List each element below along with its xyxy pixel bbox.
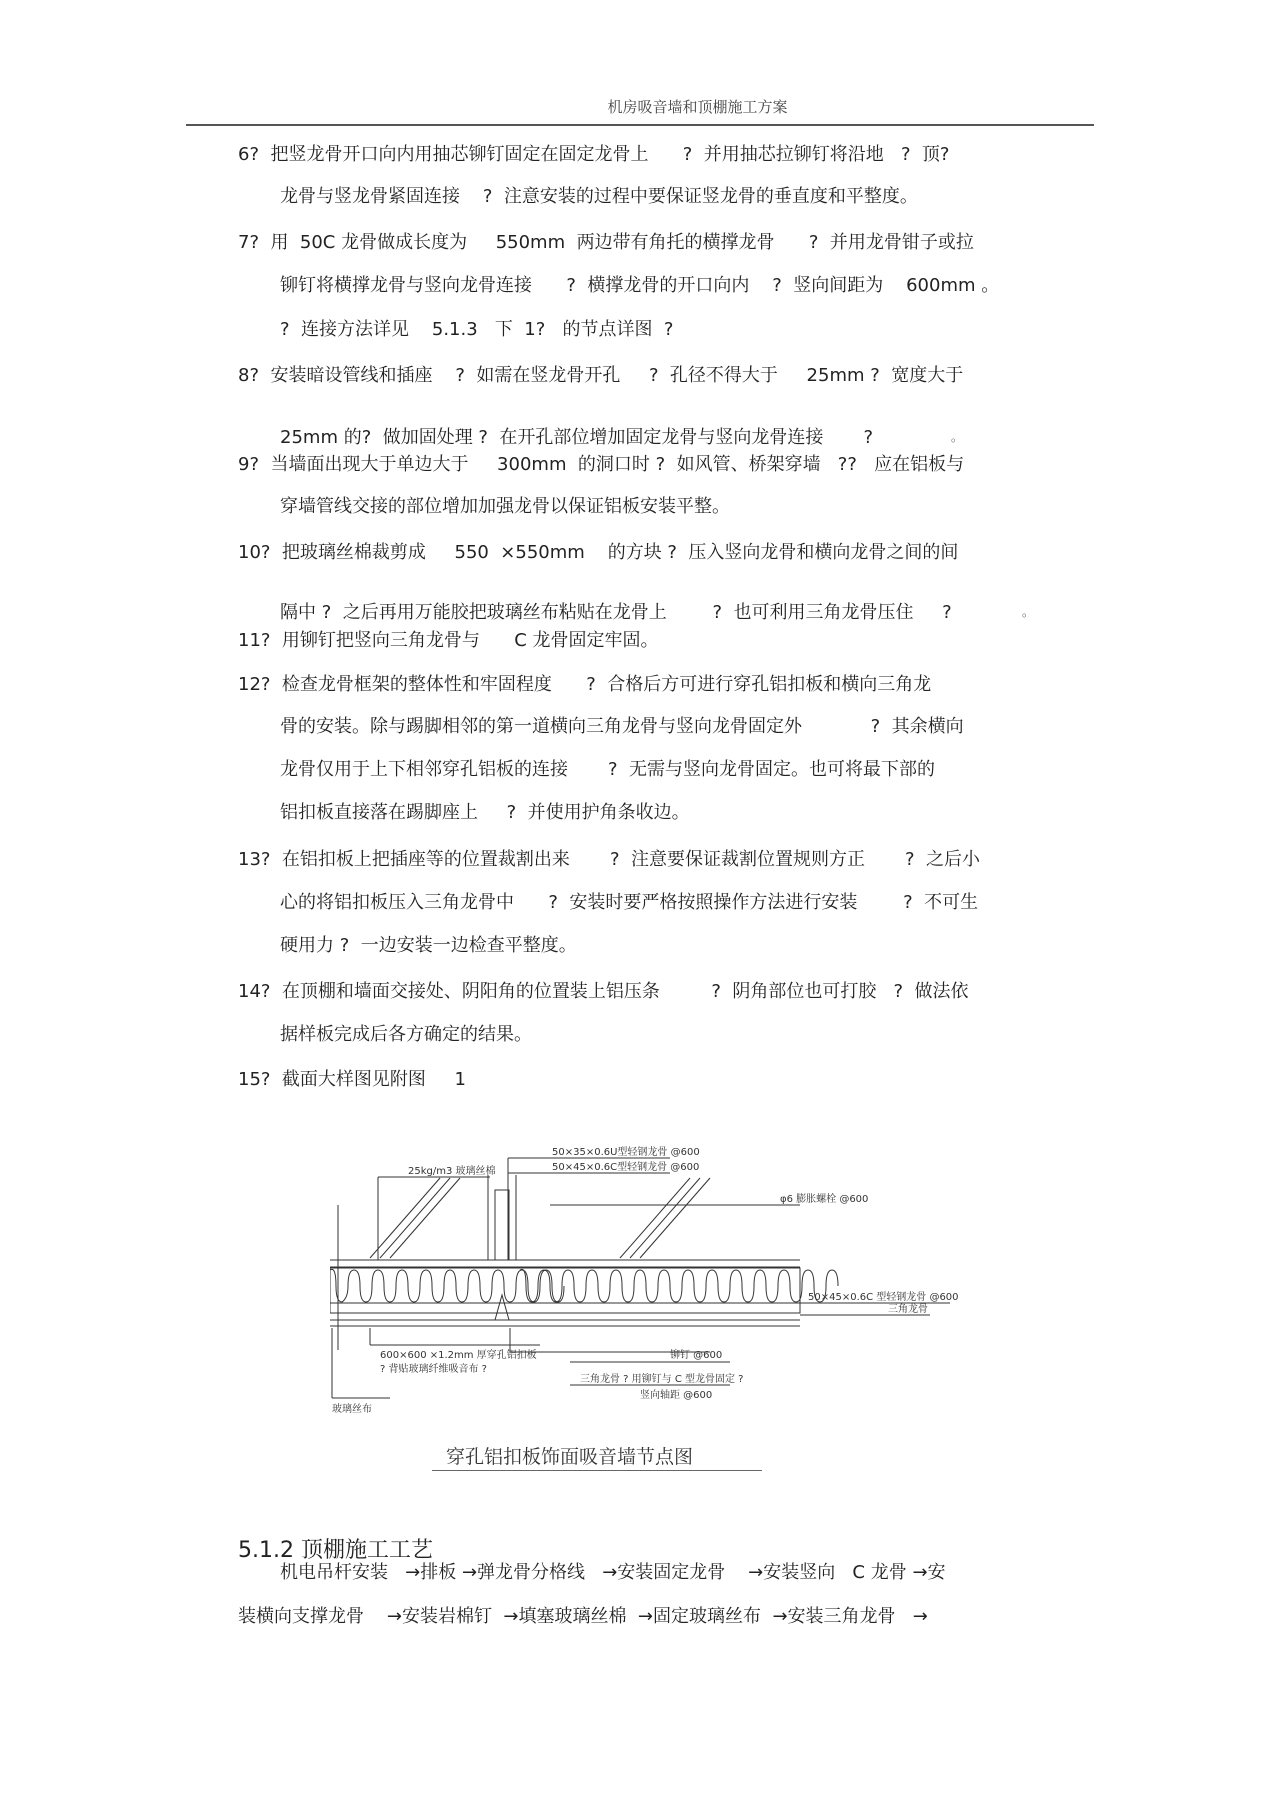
- text-line: 6? 把竖龙骨开口向内用抽芯铆钉固定在固定龙骨上 ? 并用抽芯拉铆钉将沿地 ? 顶?: [238, 144, 950, 165]
- text-line: 穿墙管线交接的部位增加加强龙骨以保证铝板安装平整。: [280, 496, 730, 517]
- text-line: 骨的安装。除与踢脚相邻的第一道横向三角龙骨与竖向龙骨固定外 ? 其余横向: [280, 716, 964, 737]
- label-rivet: 铆钉 @600: [670, 1350, 723, 1361]
- text-line: 铆钉将横撑龙骨与竖向龙骨连接 ? 横撑龙骨的开口向内 ? 竖向间距为 600mm 。: [280, 275, 1000, 296]
- text-line: 13? 在铝扣板上把插座等的位置裁割出来 ? 注意要保证裁割位置规则方正 ? 之后小: [238, 849, 980, 870]
- text-line: 据样板完成后各方确定的结果。: [280, 1024, 532, 1045]
- label-u-keel: 50×35×0.6U型轻钢龙骨 @600: [552, 1147, 700, 1158]
- figure-caption: 穿孔铝扣板饰面吸音墙节点图: [446, 1446, 694, 1468]
- label-density: 25kg/m3 玻璃丝棉: [408, 1166, 496, 1177]
- text-line: 9? 当墙面出现大于单边大于 300mm 的洞口时 ? 如风管、桥架穿墙 ?? 应在铝板与: [238, 454, 965, 475]
- stray-dot: 。: [1022, 605, 1035, 619]
- text-line: 25mm 的? 做加固处理 ? 在开孔部位增加固定龙骨与竖向龙骨连接 ?: [280, 427, 874, 448]
- text-line: 14? 在顶棚和墙面交接处、阴阳角的位置装上铝压条 ? 阴角部位也可打胶 ? 做法依: [238, 981, 969, 1002]
- text-line: 心的将铝扣板压入三角龙骨中 ? 安装时要严格按照操作方法进行安装 ? 不可生: [280, 892, 979, 913]
- text-line: 铝扣板直接落在踢脚座上 ? 并使用护角条收边。: [280, 802, 690, 823]
- label-backing: ? 背贴玻璃纤维吸音布 ?: [380, 1364, 487, 1375]
- label-triangle-keel: 三角龙骨: [888, 1304, 928, 1315]
- header-rule: [186, 124, 1094, 126]
- text-line: 硬用力 ? 一边安装一边检查平整度。: [280, 935, 577, 956]
- section-title: 5.1.2 顶棚施工工艺: [238, 1538, 433, 1563]
- text-line: 15? 截面大样图见附图 1: [238, 1069, 466, 1090]
- text-line: 10? 把玻璃丝棉裁剪成 550 ×550mm 的方块 ? 压入竖向龙骨和横向龙骨之间的间: [238, 542, 959, 563]
- label-glass-cloth: 玻璃丝布: [332, 1404, 372, 1415]
- label-right-keel: 50×45×0.6C 型轻钢龙骨 @600: [808, 1292, 959, 1303]
- text-line: 龙骨与竖龙骨紧固连接 ? 注意安装的过程中要保证竖龙骨的垂直度和平整度。: [280, 186, 918, 207]
- label-vertical: 竖向轴距 @600: [640, 1390, 713, 1401]
- text-line: 11? 用铆钉把竖向三角龙骨与 C 龙骨固定牢固。: [238, 630, 659, 651]
- text-line: 隔中 ? 之后再用万能胶把玻璃丝布粘贴在龙骨上 ? 也可利用三角龙骨压住 ?: [280, 602, 952, 623]
- page-header: 机房吸音墙和顶棚施工方案: [607, 98, 788, 116]
- caption-rule: [432, 1470, 762, 1471]
- text-line: 机电吊杆安装 →排板 →弹龙骨分格线 →安装固定龙骨 →安装竖向 C 龙骨 →安: [280, 1562, 946, 1583]
- text-line: 装横向支撑龙骨 →安装岩棉钉 →填塞玻璃丝棉 →固定玻璃丝布 →安装三角龙骨 →: [238, 1606, 928, 1627]
- text-line: 12? 检查龙骨框架的整体性和牢固程度 ? 合格后方可进行穿孔铝扣板和横向三角龙: [238, 674, 932, 695]
- text-line: 龙骨仅用于上下相邻穿孔铝板的连接 ? 无需与竖向龙骨固定。也可将最下部的: [280, 759, 936, 780]
- text-line: ? 连接方法详见 5.1.3 下 1? 的节点详图 ?: [280, 319, 674, 340]
- wall-node-diagram: [330, 1140, 970, 1425]
- label-bolt: φ6 膨胀螺栓 @600: [780, 1194, 869, 1205]
- stray-dot: 。: [951, 430, 964, 444]
- label-c-keel: 50×45×0.6C型轻钢龙骨 @600: [552, 1162, 700, 1173]
- text-line: 8? 安装暗设管线和插座 ? 如需在竖龙骨开孔 ? 孔径不得大于 25mm ? 宽度大于: [238, 365, 964, 386]
- label-panel: 600×600 ×1.2mm 厚穿孔铝扣板: [380, 1350, 537, 1361]
- label-tri-rivet: 三角龙骨 ? 用铆钉与 C 型龙骨固定 ?: [580, 1374, 744, 1385]
- text-line: 7? 用 50C 龙骨做成长度为 550mm 两边带有角托的横撑龙骨 ? 并用龙骨钳子或拉: [238, 232, 974, 253]
